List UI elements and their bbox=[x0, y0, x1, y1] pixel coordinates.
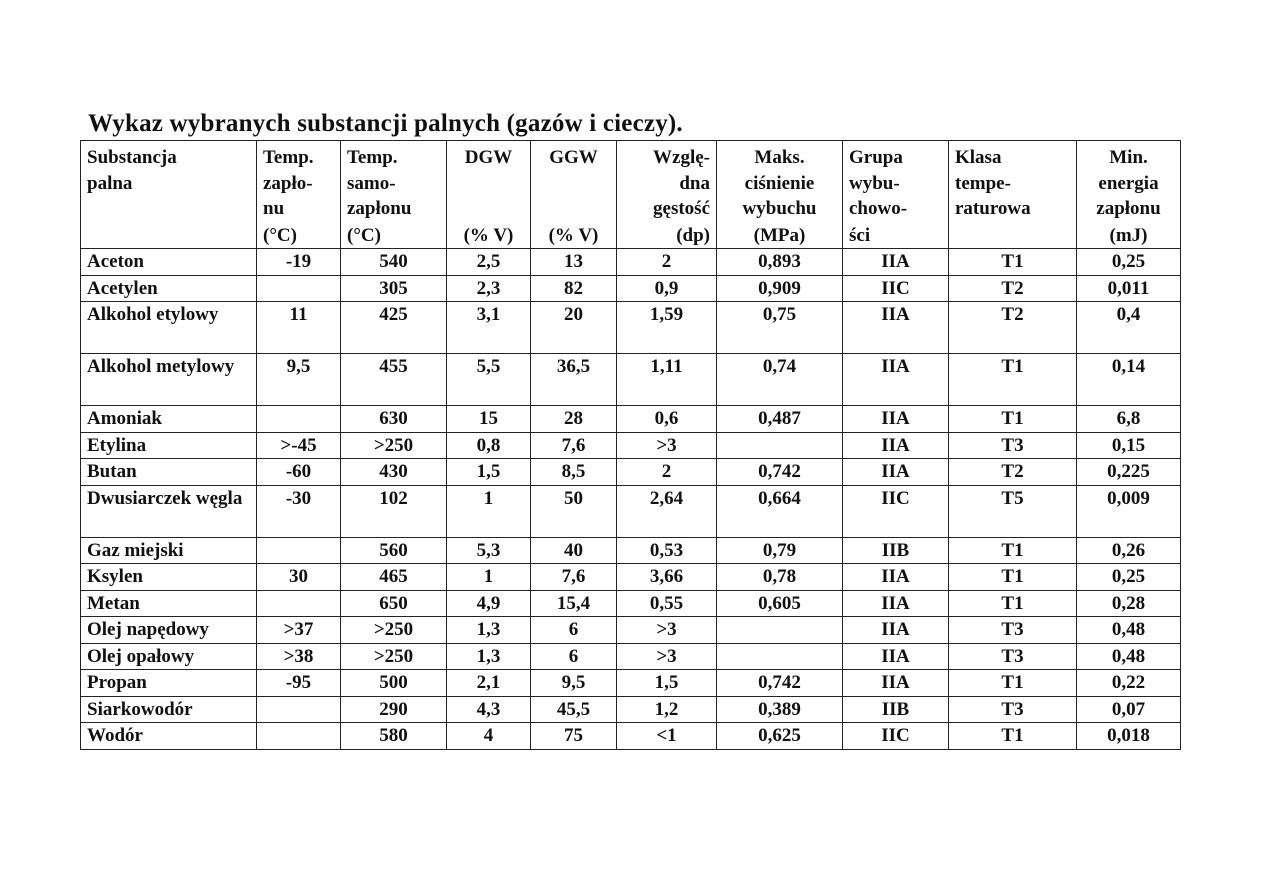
table-cell: 0,018 bbox=[1077, 723, 1181, 750]
table-cell: 0,25 bbox=[1077, 249, 1181, 276]
table-cell bbox=[257, 723, 341, 750]
table-cell: 1,2 bbox=[617, 696, 717, 723]
table-cell: 0,79 bbox=[717, 537, 843, 564]
table-cell: 0,625 bbox=[717, 723, 843, 750]
table-row bbox=[81, 354, 1181, 406]
substance-name-cell: Olej opałowy bbox=[81, 643, 257, 670]
table-cell: 0,48 bbox=[1077, 617, 1181, 644]
table-cell: 0,011 bbox=[1077, 275, 1181, 302]
table-cell: 1 bbox=[447, 485, 531, 537]
table-cell: IIA bbox=[843, 432, 949, 459]
table-cell: T2 bbox=[949, 302, 1077, 354]
column-header-label: Grupa wybu- chowo- bbox=[849, 147, 908, 219]
table-cell: 6 bbox=[531, 617, 617, 644]
substance-name-cell: Gaz miejski bbox=[81, 537, 257, 564]
table-cell: 0,664 bbox=[717, 485, 843, 537]
column-header bbox=[531, 141, 617, 249]
table-cell bbox=[717, 617, 843, 644]
table-cell: T3 bbox=[949, 696, 1077, 723]
table-cell: 1,11 bbox=[617, 354, 717, 406]
page-title: Wykaz wybranych substancji palnych (gazów i cieczy). bbox=[88, 110, 683, 137]
table-cell: >-45 bbox=[257, 432, 341, 459]
table-cell: IIC bbox=[843, 275, 949, 302]
table-cell: 1,5 bbox=[447, 459, 531, 486]
table-cell: 305 bbox=[341, 275, 447, 302]
table-cell: 1,59 bbox=[617, 302, 717, 354]
column-header-unit: (°C) bbox=[263, 225, 297, 246]
substance-name-cell: Etylina bbox=[81, 432, 257, 459]
table-cell: IIA bbox=[843, 643, 949, 670]
table-cell: 4,3 bbox=[447, 696, 531, 723]
substance-name-cell: Alkohol metylowy bbox=[81, 354, 257, 406]
column-header-label: Substancja palna bbox=[87, 147, 177, 194]
table-cell: >250 bbox=[341, 432, 447, 459]
table-cell: 0,8 bbox=[447, 432, 531, 459]
table-cell: >38 bbox=[257, 643, 341, 670]
column-header-label: Temp. samo- zapłonu bbox=[347, 147, 412, 219]
table-cell: IIA bbox=[843, 249, 949, 276]
table-cell: T1 bbox=[949, 590, 1077, 617]
table-cell: 0,487 bbox=[717, 406, 843, 433]
substance-name-cell: Alkohol etylowy bbox=[81, 302, 257, 354]
table-cell: 0,225 bbox=[1077, 459, 1181, 486]
table-row bbox=[81, 275, 1181, 302]
substances-table bbox=[80, 140, 1181, 750]
table-cell: 0,74 bbox=[717, 354, 843, 406]
table-cell: 0,742 bbox=[717, 670, 843, 697]
table-cell: 2,1 bbox=[447, 670, 531, 697]
table-row bbox=[81, 564, 1181, 591]
table-cell: 1,3 bbox=[447, 643, 531, 670]
table-cell: 45,5 bbox=[531, 696, 617, 723]
table-row bbox=[81, 670, 1181, 697]
table-cell: -60 bbox=[257, 459, 341, 486]
substance-name-cell: Propan bbox=[81, 670, 257, 697]
substance-name-cell: Ksylen bbox=[81, 564, 257, 591]
table-cell: 15 bbox=[447, 406, 531, 433]
table-cell: T1 bbox=[949, 564, 1077, 591]
table-cell: IIA bbox=[843, 459, 949, 486]
table-cell: >3 bbox=[617, 432, 717, 459]
table-row bbox=[81, 249, 1181, 276]
table-cell: 0,605 bbox=[717, 590, 843, 617]
table-cell: IIB bbox=[843, 696, 949, 723]
table-cell: 0,07 bbox=[1077, 696, 1181, 723]
table-cell: 3,1 bbox=[447, 302, 531, 354]
column-header-label: Min. energia zapłonu bbox=[1096, 147, 1161, 219]
column-header-label: Wzglę- dna gęstość bbox=[653, 147, 710, 219]
table-row bbox=[81, 643, 1181, 670]
table-body bbox=[81, 249, 1181, 750]
substance-name-cell: Butan bbox=[81, 459, 257, 486]
table-cell: 13 bbox=[531, 249, 617, 276]
table-cell: T3 bbox=[949, 643, 1077, 670]
table-cell: T1 bbox=[949, 670, 1077, 697]
table-cell: 8,5 bbox=[531, 459, 617, 486]
table-cell: IIA bbox=[843, 670, 949, 697]
table-cell: IIC bbox=[843, 485, 949, 537]
table-cell: 580 bbox=[341, 723, 447, 750]
table-cell: 2 bbox=[617, 249, 717, 276]
table-cell: 0,9 bbox=[617, 275, 717, 302]
table-cell: 4,9 bbox=[447, 590, 531, 617]
table-cell: 50 bbox=[531, 485, 617, 537]
table-cell: 430 bbox=[341, 459, 447, 486]
table-cell: 0,78 bbox=[717, 564, 843, 591]
table-cell: T1 bbox=[949, 249, 1077, 276]
table-row bbox=[81, 590, 1181, 617]
column-header bbox=[717, 141, 843, 249]
table-cell: IIA bbox=[843, 617, 949, 644]
table-cell bbox=[257, 537, 341, 564]
column-header bbox=[447, 141, 531, 249]
table-cell: -19 bbox=[257, 249, 341, 276]
column-header-unit: (°C) bbox=[347, 225, 381, 246]
table-row bbox=[81, 537, 1181, 564]
substance-name-cell: Siarkowodór bbox=[81, 696, 257, 723]
table-cell: 650 bbox=[341, 590, 447, 617]
table-cell: 9,5 bbox=[531, 670, 617, 697]
header-row bbox=[81, 141, 1181, 249]
table-cell: IIA bbox=[843, 406, 949, 433]
table-cell: 2,3 bbox=[447, 275, 531, 302]
table-cell bbox=[257, 590, 341, 617]
table-cell: IIA bbox=[843, 590, 949, 617]
table-cell: 7,6 bbox=[531, 564, 617, 591]
table-row bbox=[81, 617, 1181, 644]
table-cell: 560 bbox=[341, 537, 447, 564]
table-cell: 0,14 bbox=[1077, 354, 1181, 406]
table-cell: 5,5 bbox=[447, 354, 531, 406]
table-row bbox=[81, 302, 1181, 354]
table-row bbox=[81, 723, 1181, 750]
substance-name-cell: Metan bbox=[81, 590, 257, 617]
table-cell: 28 bbox=[531, 406, 617, 433]
table-cell: 6 bbox=[531, 643, 617, 670]
table-cell: T1 bbox=[949, 354, 1077, 406]
table-cell: 455 bbox=[341, 354, 447, 406]
table-cell: 0,48 bbox=[1077, 643, 1181, 670]
table-cell: 0,15 bbox=[1077, 432, 1181, 459]
table-cell: 2,5 bbox=[447, 249, 531, 276]
table-cell: 0,26 bbox=[1077, 537, 1181, 564]
table-cell: 4 bbox=[447, 723, 531, 750]
column-header-unit: (dp) bbox=[676, 225, 710, 246]
column-header bbox=[341, 141, 447, 249]
table-cell: 30 bbox=[257, 564, 341, 591]
table-cell: 102 bbox=[341, 485, 447, 537]
table-cell: >250 bbox=[341, 617, 447, 644]
column-header-unit: ści bbox=[849, 225, 871, 246]
table-cell bbox=[717, 643, 843, 670]
table-cell: 6,8 bbox=[1077, 406, 1181, 433]
table-cell bbox=[717, 432, 843, 459]
table-cell: 500 bbox=[341, 670, 447, 697]
table-cell: 0,909 bbox=[717, 275, 843, 302]
table-cell bbox=[257, 275, 341, 302]
table-cell: 75 bbox=[531, 723, 617, 750]
table-cell: >3 bbox=[617, 643, 717, 670]
table-cell: 2 bbox=[617, 459, 717, 486]
column-header-label: DGW bbox=[464, 147, 513, 168]
table-cell: T2 bbox=[949, 459, 1077, 486]
table-cell: 290 bbox=[341, 696, 447, 723]
substance-name-cell: Aceton bbox=[81, 249, 257, 276]
column-header-unit: (% V) bbox=[548, 225, 599, 246]
table-cell: 3,66 bbox=[617, 564, 717, 591]
table-cell: >3 bbox=[617, 617, 717, 644]
table-cell bbox=[257, 696, 341, 723]
substance-name-cell: Olej napędowy bbox=[81, 617, 257, 644]
column-header-label: Klasa tempe- raturowa bbox=[955, 147, 1031, 219]
table-cell: T5 bbox=[949, 485, 1077, 537]
table-cell: -30 bbox=[257, 485, 341, 537]
table-cell: IIA bbox=[843, 354, 949, 406]
column-header-label: GGW bbox=[549, 147, 598, 168]
column-header-label: Maks. ciśnienie wybuchu bbox=[742, 147, 817, 219]
table-cell: 0,28 bbox=[1077, 590, 1181, 617]
substance-name-cell: Acetylen bbox=[81, 275, 257, 302]
table-cell: 5,3 bbox=[447, 537, 531, 564]
table-cell: 0,22 bbox=[1077, 670, 1181, 697]
table-cell: 540 bbox=[341, 249, 447, 276]
table-cell: 0,4 bbox=[1077, 302, 1181, 354]
column-header bbox=[843, 141, 949, 249]
column-header bbox=[617, 141, 717, 249]
table-cell: 0,742 bbox=[717, 459, 843, 486]
table-cell: T3 bbox=[949, 617, 1077, 644]
table-cell: 1 bbox=[447, 564, 531, 591]
table-cell: IIB bbox=[843, 537, 949, 564]
table-cell: 7,6 bbox=[531, 432, 617, 459]
table-cell: 11 bbox=[257, 302, 341, 354]
table-cell: -95 bbox=[257, 670, 341, 697]
column-header bbox=[1077, 141, 1181, 249]
table-cell: T1 bbox=[949, 723, 1077, 750]
substance-name-cell: Dwusiarczek węgla bbox=[81, 485, 257, 537]
table-cell: T1 bbox=[949, 406, 1077, 433]
table-cell: 36,5 bbox=[531, 354, 617, 406]
table-row bbox=[81, 459, 1181, 486]
column-header bbox=[81, 141, 257, 249]
table-cell: 0,389 bbox=[717, 696, 843, 723]
column-header bbox=[257, 141, 341, 249]
table-cell: 0,009 bbox=[1077, 485, 1181, 537]
table-cell: 2,64 bbox=[617, 485, 717, 537]
column-header-unit: (MPa) bbox=[753, 225, 806, 246]
table-cell: 20 bbox=[531, 302, 617, 354]
table-cell: 630 bbox=[341, 406, 447, 433]
column-header-unit: (% V) bbox=[463, 225, 514, 246]
table-cell: IIA bbox=[843, 302, 949, 354]
table-cell: >250 bbox=[341, 643, 447, 670]
table-cell: 15,4 bbox=[531, 590, 617, 617]
table-cell: IIA bbox=[843, 564, 949, 591]
table-cell: <1 bbox=[617, 723, 717, 750]
column-header-label: Temp. zapło- nu bbox=[263, 147, 314, 219]
table-cell: 425 bbox=[341, 302, 447, 354]
table-cell: >37 bbox=[257, 617, 341, 644]
table-cell: 0,893 bbox=[717, 249, 843, 276]
column-header bbox=[949, 141, 1077, 249]
table-cell: IIC bbox=[843, 723, 949, 750]
substance-name-cell: Wodór bbox=[81, 723, 257, 750]
table-row bbox=[81, 432, 1181, 459]
table-row bbox=[81, 485, 1181, 537]
table-cell: 0,55 bbox=[617, 590, 717, 617]
table-cell: 1,5 bbox=[617, 670, 717, 697]
substance-name-cell: Amoniak bbox=[81, 406, 257, 433]
table-cell: 0,53 bbox=[617, 537, 717, 564]
table-cell: 40 bbox=[531, 537, 617, 564]
table-cell: T1 bbox=[949, 537, 1077, 564]
table-row bbox=[81, 406, 1181, 433]
column-header-unit: (mJ) bbox=[1109, 225, 1148, 246]
table-cell: T3 bbox=[949, 432, 1077, 459]
table-cell: T2 bbox=[949, 275, 1077, 302]
table-cell: 465 bbox=[341, 564, 447, 591]
table-cell: 1,3 bbox=[447, 617, 531, 644]
table-cell: 0,75 bbox=[717, 302, 843, 354]
table-cell: 9,5 bbox=[257, 354, 341, 406]
table-cell: 82 bbox=[531, 275, 617, 302]
table-cell: 0,25 bbox=[1077, 564, 1181, 591]
table-cell bbox=[257, 406, 341, 433]
table-cell: 0,6 bbox=[617, 406, 717, 433]
table-row bbox=[81, 696, 1181, 723]
